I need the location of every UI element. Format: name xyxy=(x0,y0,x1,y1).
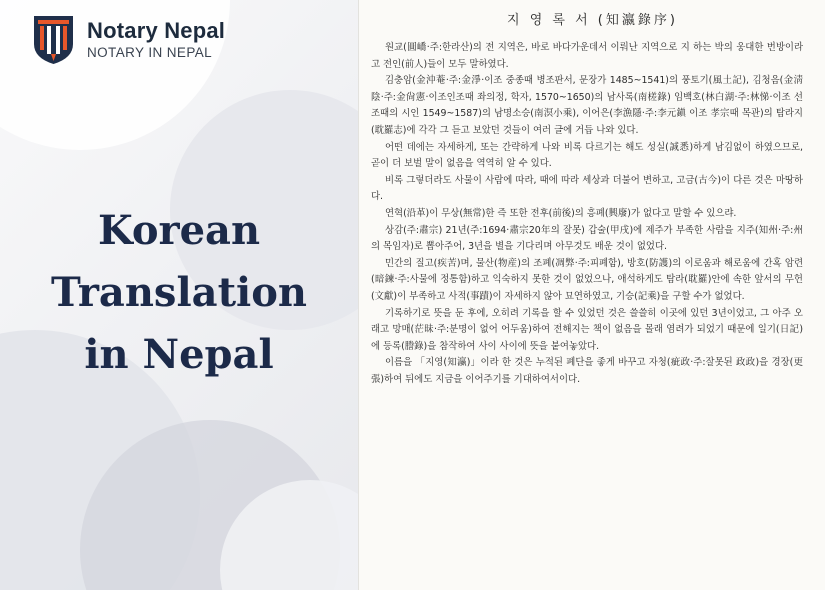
brand-name: Notary Nepal xyxy=(87,18,226,43)
document-paragraph: 상감(주:肅宗) 21년(주:1694·肅宗20年의 잘못) 갑술(甲戌)에 제주가 부족한 사람을 지주(知州·주:州의 목임자)로 뽑아주어, 3년을 별을 기다리며 아무것도 배운 것이 없었다. xyxy=(371,224,803,253)
notary-pillar-logo-icon xyxy=(30,14,77,66)
document-paragraph: 이름을 「지영(知瀛)」이라 한 것은 누적된 폐단을 좋게 바꾸고 자청(疵政·주:잘못된 政政)을 경장(更張)하여 뒤에도 지금을 이어주기를 기대하여서이다. xyxy=(371,357,803,385)
promo-panel xyxy=(0,0,358,590)
headline-line: in Nepal xyxy=(84,331,274,378)
page-headline xyxy=(0,200,358,386)
document-paragraph: 연혁(沿革)이 무상(無常)한 즉 또한 전후(前後)의 흥폐(興廢)가 없다고 말할 수 있으랴. xyxy=(385,207,737,219)
document-paragraph: 민간의 질고(疾苦)며, 물산(物産)의 조폐(凋弊·주:피폐함), 방호(防護)의 이로움과 해로움에 간혹 암련(暗鍊·주:사물에 정통함)하고 익숙하지 못한 것이 없었으나, 애석하게도 탐라(耽羅)안에 속한 앞서의 무헌(文獻)이 부족하고 사적(事蹟)이 자세하지 않아 묘연하였고, 기승(記乘)을 구할 수가 없었다. xyxy=(371,257,803,302)
brand-header[interactable] xyxy=(30,14,225,66)
document-paragraph: 어떤 데에는 자세하게, 또는 간략하게 나와 비록 다르기는 해도 성실(誠悉)하게 남김없이 하였으므로, 곧이 더 보벌 말이 없음을 역역히 알 수 있다. xyxy=(371,141,803,170)
scanned-korean-document xyxy=(358,0,825,590)
headline-line: Translation xyxy=(51,269,307,316)
document-paragraph: 비록 그렇더라도 사물이 사람에 따라, 때에 따라 세상과 더불어 변하고, 고금(古今)이 다른 것은 마땅하다. xyxy=(371,174,803,203)
headline-line: Korean xyxy=(97,207,261,254)
document-paragraph: 원교(圓嶠·주:한라산)의 전 지역은, 바로 바다가운데서 이뤄난 지역으로 지 하는 박의 웅대한 번방이라고 전인(前人)들이 모두 말하였다. xyxy=(371,42,803,70)
document-paragraph: 김충암(金沖菴·주:金淨·이조 중종때 병조판서, 문장가 1485~1541)의 풍토기(風土記), 김청음(金淸陰·주:金尙憲·이조인조때 좌의정, 학자, 1570~1650)의 남사록(南槎錄) 임백호(林白湖·주:林悌·이조 선조때의 시인 1549~1587)의 남명소승(南溟小乘), 이어은(李漁隱·주:李元鎭 이조 孝宗때 목관)의 탐라지(耽羅志)에 각각 그 듣고 보았던 것들이 여러 글에 거듭 나와 있다. xyxy=(371,75,803,136)
document-paragraph: 기록하기로 뜻을 둔 후에, 오히려 기록을 할 수 있었던 것은 쓸쓸히 이곳에 있던 3년이었고, 그 아주 오래고 망매(茫昧·주:분명이 없어 어두움)하여 전해지는 책이 없음을 몰래 염려가 되었기 때문에 일기(日記)에 등록(謄錄)을 참작하여 사이 사이에 뜻을 붙여놓았다. xyxy=(371,307,803,352)
document-body xyxy=(371,40,803,388)
document-title: 지 영 록 서 (知瀛錄序) xyxy=(507,13,678,28)
brand-tagline: NOTARY IN NEPAL xyxy=(87,45,213,60)
